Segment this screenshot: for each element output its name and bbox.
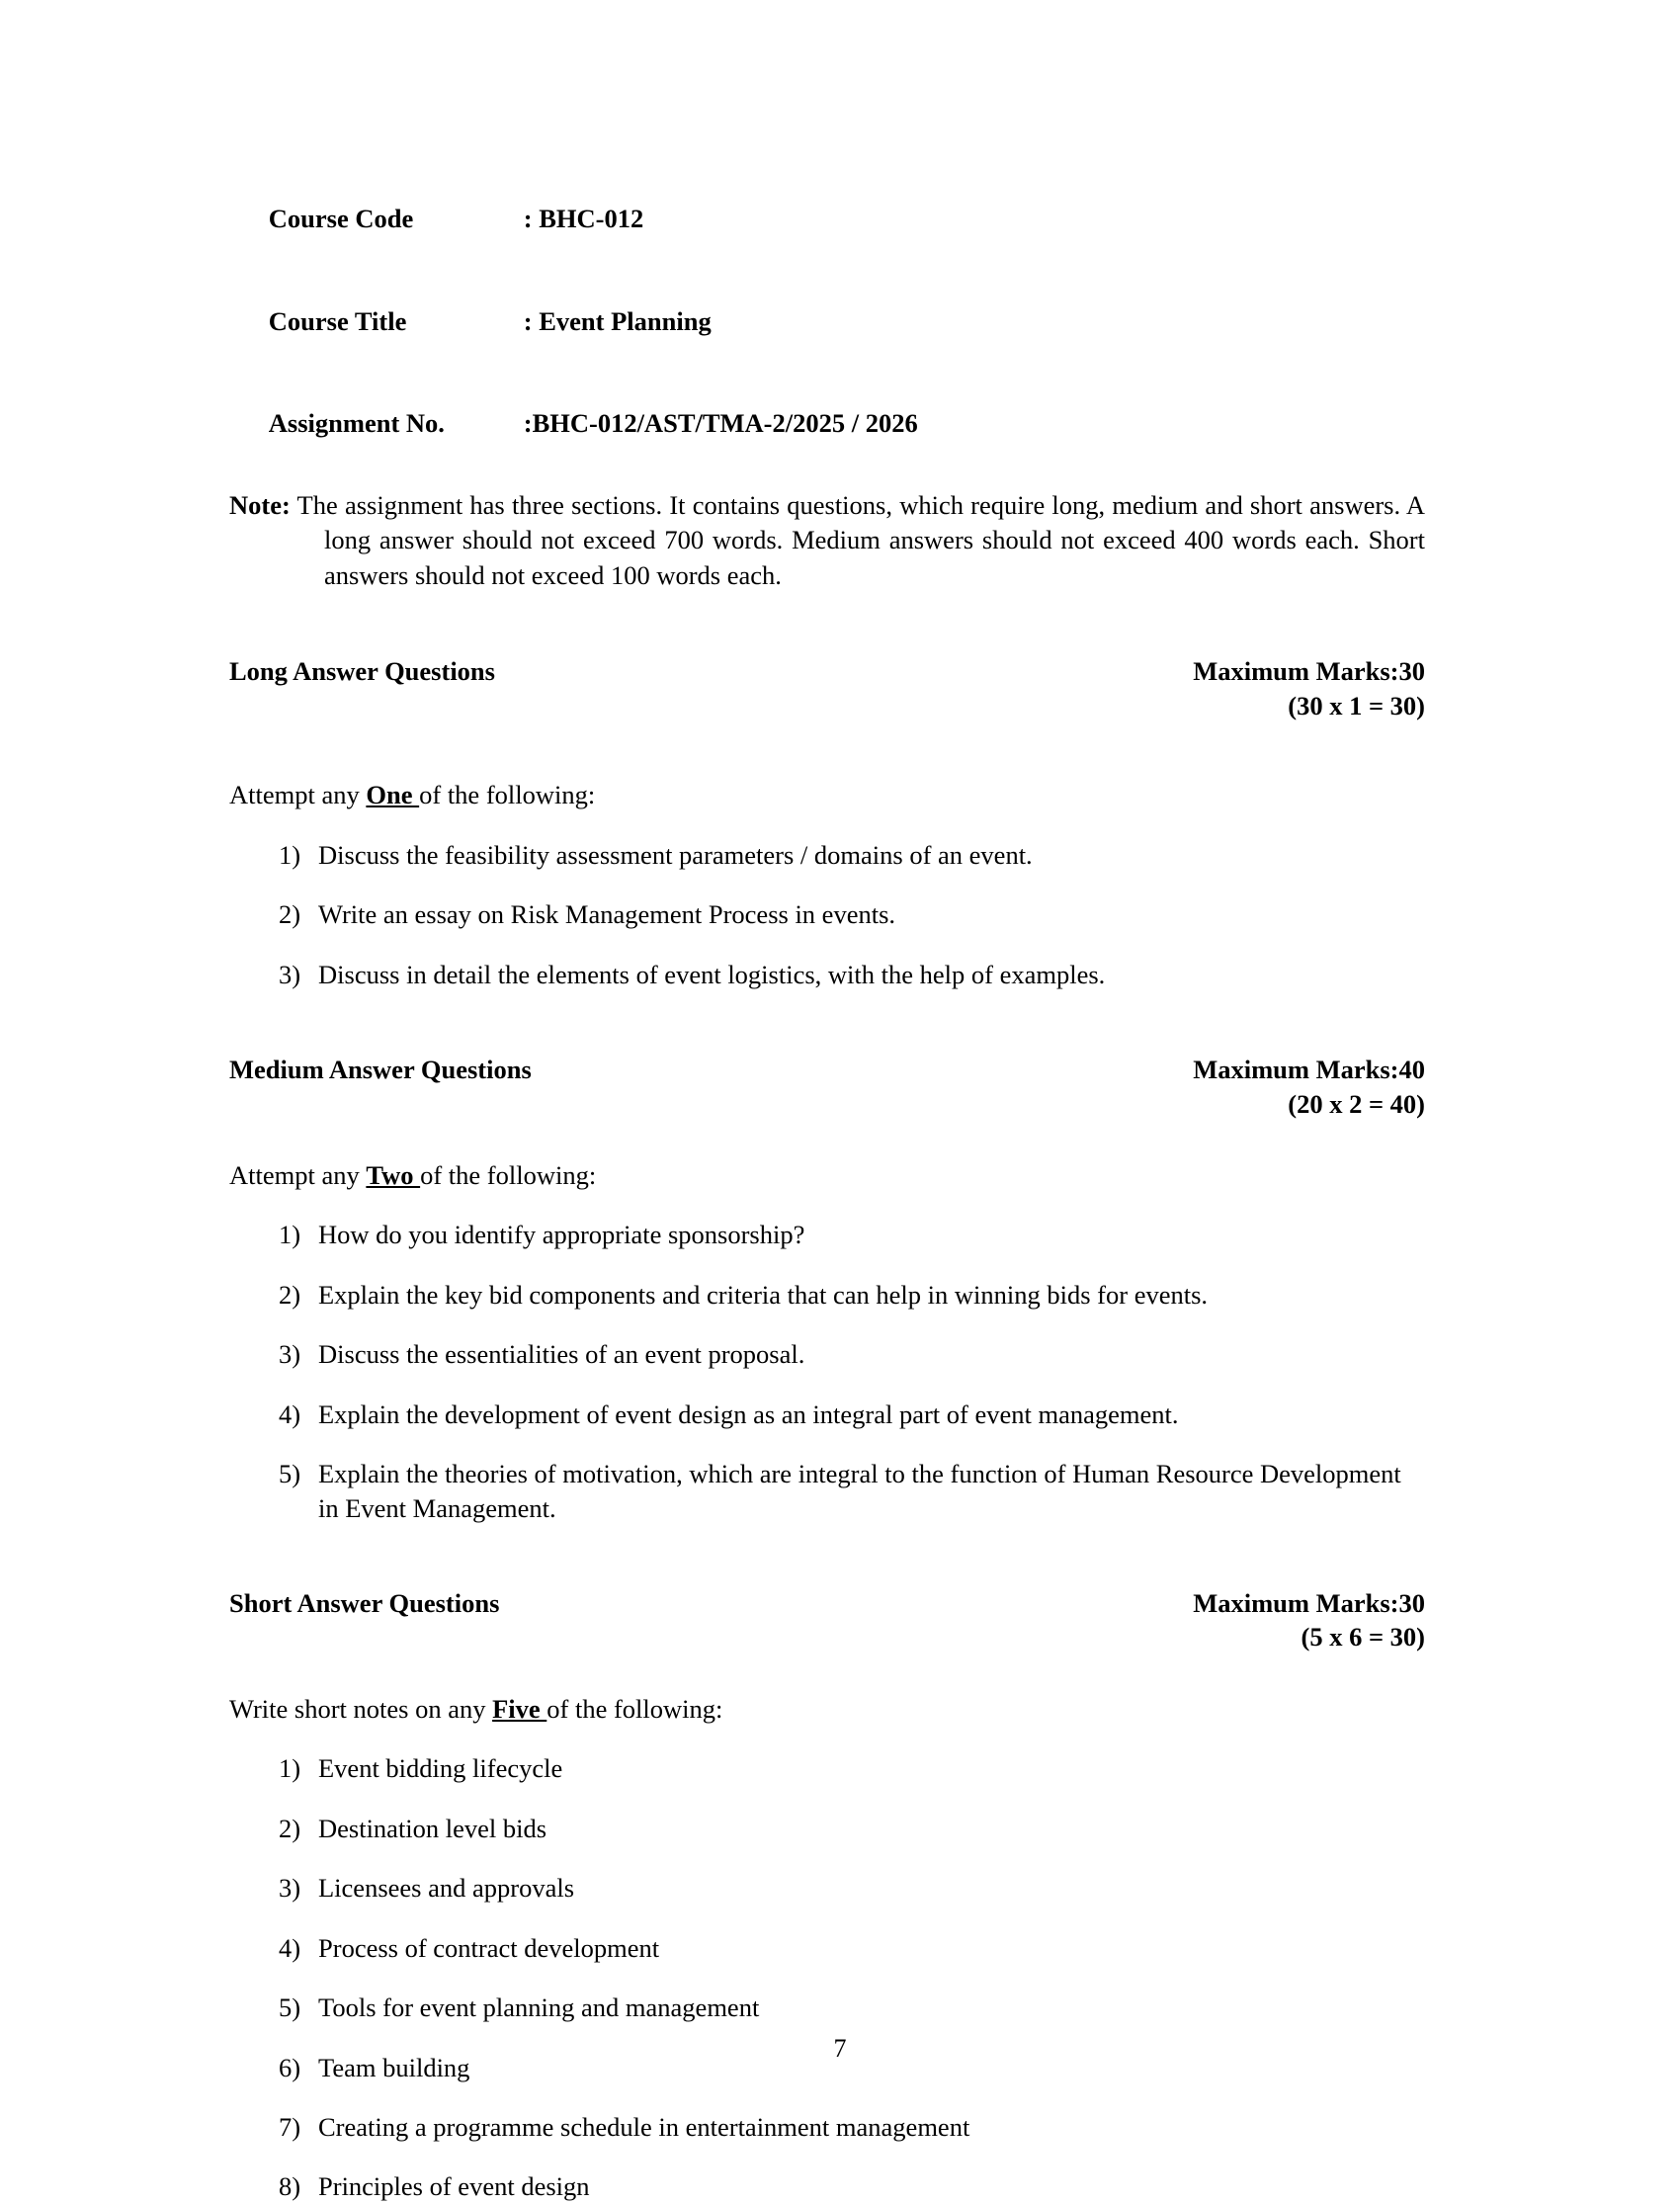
list-item [229, 2169, 1425, 2203]
question-list-short [229, 1751, 1425, 2204]
attempt-pre-medium: Attempt any [229, 1159, 367, 1190]
list-item-text: Process of contract development [318, 1932, 660, 1963]
list-item [229, 1751, 1425, 1785]
section-title-short: Short Answer Questions [229, 1588, 500, 1618]
list-item-text: Tools for event planning and management [318, 1992, 760, 2023]
list-item [229, 958, 1425, 991]
section-marks-formula-long: (30 x 1 = 30) [1288, 690, 1425, 721]
list-item-text: Licensees and approvals [318, 1873, 575, 1904]
section-marks-formula-short: (5 x 6 = 30) [1301, 1622, 1425, 1653]
attempt-pre-short: Write short notes on any [229, 1693, 493, 1724]
list-item-number: 4) [279, 1399, 301, 1429]
list-item-number: 4) [279, 1932, 301, 1963]
attempt-post-medium: of the following: [420, 1159, 597, 1190]
list-item [229, 2110, 1425, 2144]
section-marks-formula-medium: (20 x 2 = 40) [1288, 1088, 1425, 1119]
list-item-number: 2) [279, 899, 301, 930]
list-item-number: 5) [279, 1459, 301, 1489]
section-title-medium: Medium Answer Questions [229, 1055, 532, 1085]
list-item-text: Creating a programme schedule in entertainment management [318, 2111, 970, 2142]
section-marks-short [1193, 1586, 1425, 1654]
list-item [229, 1871, 1425, 1905]
attempt-emph-long: One [366, 780, 420, 810]
list-item-text: Explain the theories of motivation, which are integral to the function of Human Resource Development in Event Management. [318, 1459, 1401, 1523]
list-item-text: Discuss the essentialities of an event proposal. [318, 1339, 805, 1370]
section-marks-total-medium: Maximum Marks:40 [1193, 1055, 1425, 1085]
course-meta-block [229, 168, 1425, 474]
list-item-text: Discuss the feasibility assessment parameters / domains of an event. [318, 839, 1033, 870]
list-item-number: 1) [279, 1220, 301, 1250]
list-item-text: How do you identify appropriate sponsorship? [318, 1220, 805, 1250]
list-item-text: Principles of event design [318, 2171, 590, 2202]
meta-label-assignment-no: Assignment No. [268, 408, 445, 439]
note-paragraph [229, 488, 1425, 594]
attempt-line-short [229, 1692, 1425, 1726]
list-item-number: 3) [279, 1873, 301, 1904]
section-marks-total-short: Maximum Marks:30 [1193, 1588, 1425, 1618]
list-item [229, 1931, 1425, 1965]
list-item-number: 5) [279, 1992, 301, 2023]
list-item-number: 3) [279, 959, 301, 989]
attempt-pre-long: Attempt any [229, 780, 367, 810]
meta-value-course-code: : BHC-012 [523, 204, 644, 234]
list-item-number: 2) [279, 1279, 301, 1310]
note-label: Note: [229, 489, 291, 520]
list-item [229, 1991, 1425, 2024]
list-item-text: Explain the key bid components and criteria that can help in winning bids for events. [318, 1279, 1209, 1310]
meta-value-course-title: : Event Planning [523, 305, 712, 336]
section-marks-total-long: Maximum Marks:30 [1193, 656, 1425, 687]
list-item-number: 7) [279, 2111, 301, 2142]
section-title-long: Long Answer Questions [229, 656, 495, 687]
list-item-number: 8) [279, 2171, 301, 2202]
list-item-number: 3) [279, 1339, 301, 1370]
list-item-text: Discuss in detail the elements of event logistics, with the help of examples. [318, 959, 1106, 989]
list-item [229, 1457, 1425, 1525]
note-text: The assignment has three sections. It contains questions, which require long, medium and short answers. A long answer should not exceed 700 words. Medium answers should not exceed 400 words each. Short answers should not exceed 100 words each. [290, 489, 1425, 590]
list-item-number: 2) [279, 1813, 301, 1843]
attempt-post-short: of the following: [546, 1693, 723, 1724]
list-item-text: Event bidding lifecycle [318, 1753, 563, 1784]
section-heading-long [229, 654, 1425, 722]
list-item-text: Write an essay on Risk Management Process in events. [318, 899, 896, 930]
section-marks-long [1193, 654, 1425, 722]
list-item-number: 6) [279, 2052, 301, 2082]
question-list-long [229, 838, 1425, 991]
list-item [229, 897, 1425, 931]
meta-label-course-title: Course Title [268, 305, 407, 336]
list-item-text: Team building [318, 2052, 470, 2082]
page-number: 7 [833, 2034, 847, 2063]
meta-row-assignment-no [229, 373, 1425, 474]
list-item [229, 1337, 1425, 1371]
list-item [229, 1812, 1425, 1845]
list-item [229, 838, 1425, 872]
section-heading-short [229, 1586, 1425, 1654]
list-item [229, 1398, 1425, 1431]
meta-row-course-code [229, 168, 1425, 270]
attempt-post-long: of the following: [419, 780, 596, 810]
list-item-text: Explain the development of event design as an integral part of event management. [318, 1399, 1179, 1429]
meta-value-assignment-no: :BHC-012/AST/TMA-2/2025 / 2026 [523, 408, 918, 439]
list-item [229, 1218, 1425, 1251]
meta-label-course-code: Course Code [268, 204, 414, 234]
list-item-text: Destination level bids [318, 1813, 547, 1843]
question-list-medium [229, 1218, 1425, 1525]
attempt-emph-short: Five [492, 1693, 547, 1724]
list-item-number: 1) [279, 1753, 301, 1784]
section-heading-medium [229, 1053, 1425, 1121]
meta-row-course-title [229, 270, 1425, 372]
section-marks-medium [1193, 1053, 1425, 1121]
list-item [229, 1278, 1425, 1312]
list-item-number: 1) [279, 839, 301, 870]
attempt-line-medium [229, 1158, 1425, 1192]
attempt-emph-medium: Two [366, 1159, 421, 1190]
attempt-line-long [229, 778, 1425, 811]
